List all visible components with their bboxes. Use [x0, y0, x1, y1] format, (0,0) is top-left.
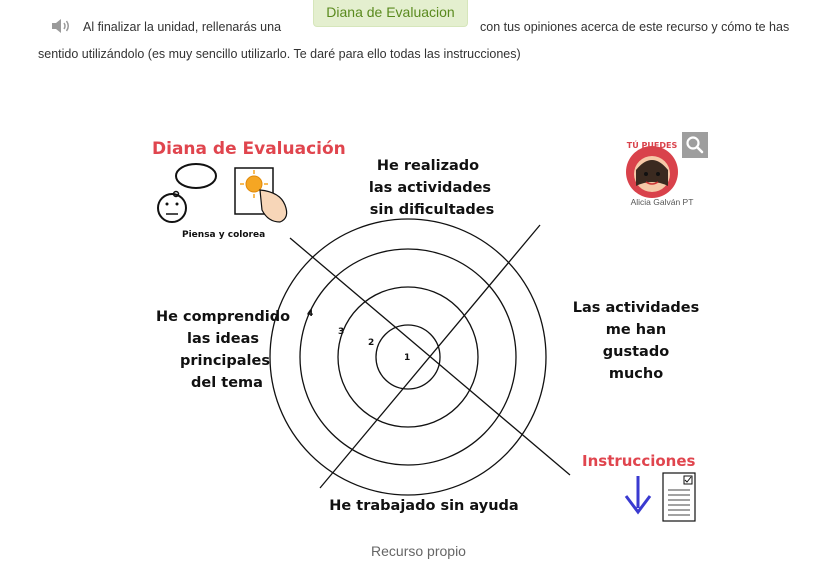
figure-caption: Recurso propio [371, 543, 466, 559]
diana-link-button[interactable]: Diana de Evaluacion [313, 0, 468, 27]
tu-puedes-logo [626, 139, 678, 198]
arrow-down-icon [626, 476, 650, 512]
svg-text:me han: me han [605, 322, 667, 338]
label-bottom: He trabajado sin ayuda [329, 498, 519, 514]
checklist-icon [663, 473, 695, 521]
author-label: Alicia Galván PT [630, 197, 694, 207]
target-rings [270, 219, 570, 495]
svg-text:He realizado: He realizado [376, 158, 480, 174]
intro-line2: sentido utilizándolo (es muy sencillo utilizarlo. Te daré para ello todas las instrucciones) [38, 47, 521, 61]
svg-text:He comprendido: He comprendido [155, 309, 291, 325]
figure-title: Diana de Evaluación [152, 139, 346, 159]
label-right [573, 300, 699, 382]
speaker-icon[interactable] [50, 17, 72, 35]
svg-text:principales: principales [180, 353, 270, 369]
ring-number-3: 3 [338, 327, 345, 337]
coloring-hand-icon [235, 168, 287, 222]
intro-before: Al finalizar la unidad, rellenarás una [83, 20, 282, 34]
svg-text:Las actividades: Las actividades [572, 300, 700, 316]
ring-number-4: 4 [307, 309, 314, 319]
svg-text:TÚ PUEDES: TÚ PUEDES [626, 141, 678, 150]
svg-text:gustado: gustado [602, 344, 670, 360]
label-top [369, 158, 494, 218]
svg-text:mucho: mucho [608, 366, 664, 382]
thinking-face-icon [158, 164, 216, 222]
svg-text:del tema: del tema [191, 375, 263, 391]
intro-after: con tus opiniones acerca de este recurso y cómo te has [480, 20, 790, 34]
piensa-label: Piensa y colorea [182, 230, 266, 240]
ring-number-1: 1 [404, 353, 411, 363]
diana-figure [150, 130, 710, 525]
ring-number-2: 2 [368, 338, 375, 348]
instrucciones-label: Instrucciones [582, 452, 696, 470]
svg-text:las ideas: las ideas [186, 331, 260, 347]
intro-text [0, 0, 837, 80]
svg-text:sin dificultades: sin dificultades [369, 202, 495, 218]
search-icon[interactable] [682, 132, 708, 158]
svg-text:las actividades: las actividades [368, 180, 492, 196]
